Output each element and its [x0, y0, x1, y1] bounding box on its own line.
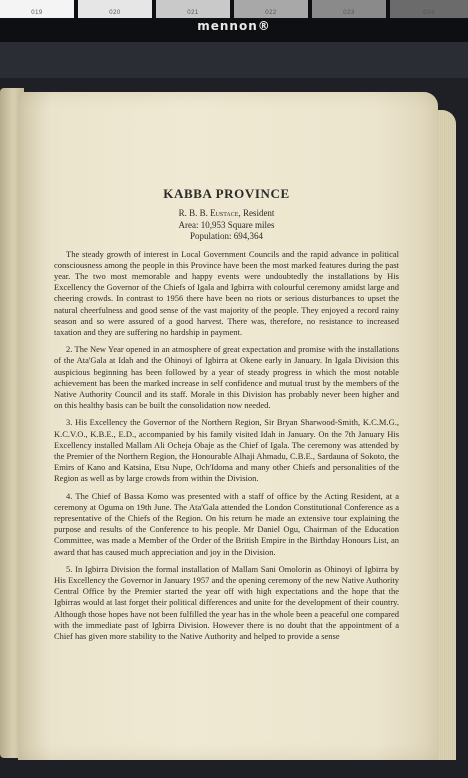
- paragraph-2: 2. The New Year opened in an atmosphere of great expectation and promise with the installations of the Ata'Gala at Idah and the Ohinoyi of Igbirra at Okene early in January. In Igala Division this auspicious beginning has been followed by a year of steady progress in which the most notable achievement has been the marked increase in self confidence and mutual trust by the members of the Native Authority Council and its staff. Morale in this Division has probably never been higher and on this healthy basis can be built the consolidation now needed.: [54, 344, 399, 411]
- scale-patch-label: 024: [423, 10, 435, 16]
- scale-patch-023: [312, 0, 386, 19]
- color-scale-strip: [0, 0, 468, 42]
- scale-patch-label: 023: [343, 10, 355, 16]
- resident-name: R. B. B. Eustace: [178, 208, 239, 218]
- scale-patch-024: [390, 0, 468, 19]
- scale-patch-022: [234, 0, 308, 19]
- scale-patch-label: 021: [187, 10, 199, 16]
- page-title: KABBA PROVINCE: [163, 186, 290, 201]
- resident-line: [54, 208, 399, 220]
- paragraph-1: The steady growth of interest in Local Government Councils and the rapid advance in political consciousness among the people in this Province have been the most marked features during the past year. The two most memorable and happy events were undoubtedly the installations by His Excellency the Governor of the Chiefs of Igala and Igbirra with colourful ceremony amidst large and cheering crowds. In contrast to 1956 there have been no riots or serious disturbances to upset the natural cheerfulness and good sense of the vast majority of the people. They enjoyed a record rainy season and so were assured of a good harvest. There was, therefore, no resistance to increased taxation and they are suffering no hardship in payment.: [54, 248, 399, 337]
- scale-patch-021: [156, 0, 230, 19]
- resident-role: , Resident: [238, 208, 275, 218]
- population-line: Population: 694,364: [189, 231, 263, 241]
- paragraph-5: 5. In Igbirra Division the formal installation of Mallam Sani Omolorin as Ohinoyi of Igbirra by His Excellency the Governor in January 1957 and the opening ceremony of the new Native Authority Central Office by the Premier started the year off with high expectations and the hope that the Igbirras would at last forget their political differences and unite for the development of their country. Although those hopes have not been fulfilled the year has in the whole been a peaceful one compared with the immediate past of Igbirra Division. However there is no doubt that the appointment of a Chief has given more stability to the Native Authority and helped to provide a sense: [54, 563, 399, 641]
- brand-logo: mennon®: [197, 19, 271, 33]
- scale-patch-label: 022: [265, 10, 277, 16]
- area-line: Area: 10,953 Square miles: [178, 219, 275, 230]
- scale-patch-020: [78, 0, 152, 19]
- scale-patch-019: [0, 0, 74, 19]
- scale-patch-label: 019: [31, 10, 43, 16]
- page-content: [54, 186, 399, 642]
- paragraph-3: 3. His Excellency the Governor of the Northern Region, Sir Bryan Sharwood-Smith, K.C.M.G., K.C.V.O., K.B.E., E.D., accompanied by his family visited Idah in January. On the 7th January His Excellency installed Mallam Ali Ocheja Obaje as the Chief of Igala. The ceremony was attended by the Premier of the Northern Region, the Honourable Alhaji Ahmadu, C.B.E., Sardauna of Sokoto, the Emirs of Kano and Katsina, Etsu Nupe, Och'Idoma and many other Chiefs and personalities of the Region as well as by large crowds from within the Division.: [54, 417, 399, 484]
- scale-patch-label: 020: [109, 10, 121, 16]
- paragraph-4: 4. The Chief of Bassa Komo was presented with a staff of office by the Acting Resident, at a ceremony at Oguma on 19th June. The Ata'Gala attended the London Constitutional Conference as a representative of the Chiefs of the Region. On his return he made an extensive tour explaining the purpose and results of the Conference to his people. Mr Daniel Ogu, Chairman of the Education Committee, was made a Member of the Order of the British Empire in the Birthday Honours List, an award that has caused much appreciation and joy in the Division.: [54, 490, 399, 557]
